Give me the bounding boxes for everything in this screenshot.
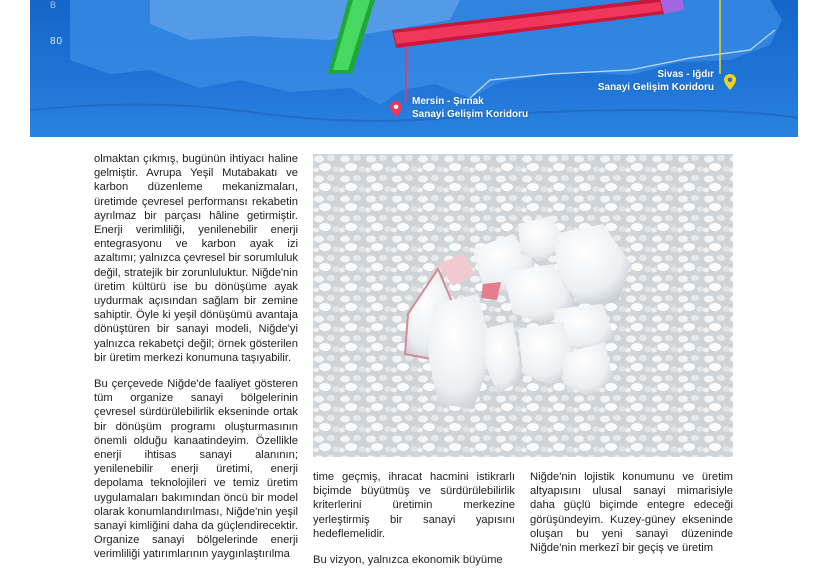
paragraph: Bu vizyon, yalnızca ekonomik büyüme [313,554,503,567]
text-column-1 [94,152,298,574]
side-label: B [50,0,57,10]
marble-rocks-photo [313,154,733,457]
text-column-3 [530,470,733,567]
paragraph: Niğde'nin lojistik konumunu ve üretim altyapısını ulusal sanayi mimarisiyle daha güçlü biçimde entegre edeceği görüşündeyim. Kuzey-güney ekseninde oluşan bu yeni sanayi düzeninde Niğde'nin merkezî bir geçiş ve üretim [530,471,733,555]
route-title: Sivas - Iğdır [657,69,714,80]
yellow-location-pin-icon [724,74,736,90]
paragraph: time geçmiş, ihracat hacmini istikrarlı biçimde büyütmüş ve sürdürülebilirlik kriterlerini üretimin merkezine yerleştirmiş bir sanayi yapısını hedeflemelidir. [313,471,515,540]
rocks-illustration [313,154,733,457]
paragraph: olmaktan çıkmış, bugünün ihtiyacı haline gelmiştir. Avrupa Yeşil Mutabakatı ve karbon düzenleme mekanizmaları, üretimde çevresel performansı rekabetin ayrılmaz bir parçası hâline getirmiştir. Enerji verimliliği, yenilenebilir enerji entegrasyonu ve karbon ayak izi azaltımı; yalnızca çevresel bir sorumluluk değil, stratejik bir zorunluluktur. Niğde'nin üretim kültürü ise bu dönüşüme ayak uydurmak açısından sağlam bir zemine sahiptir. Öyle ki yeşil dönüşümü avantaja dönüştüren bir sanayi modeli, Niğde'yi yalnızca rekabetçi değil; örnek gösterilen bir üretim merkezi konumuna taşıyabilir. [94,153,298,364]
sivas-igdir-route-label [590,68,714,94]
route-subtitle: Sanayi Gelişim Koridoru [597,82,714,93]
map-banner [30,0,798,137]
route-title: Mersin - Şırnak [412,96,484,107]
route-subtitle: Sanayi Gelişim Koridoru [412,109,529,120]
page-number: 80 [50,36,64,47]
text-column-2 [313,470,515,579]
mersin-sirnak-route-label [412,95,528,121]
red-location-pin-icon [390,101,402,117]
paragraph: Bu çerçevede Niğde'de faaliyet gösteren tüm organize sanayi bölgelerinin çevresel sürdürülebilirlik ekseninde ortak bir dönüşüm programı oluşturmasının önemli olduğu kanaatindeyim. Özellikle enerji ihtisas sanayi alanının; yenilenebilir enerji üretimi, enerji depolama teknolojileri ve temiz üretim uygulamaları bakımından öncü bir model olarak konumlandırılması, Niğde'nin yeşil sanayi kimliğini daha da güçlendirecektir. Organize sanayi bölgelerinde enerji verimliliği yatırımlarının yaygınlaştırılma [94,378,298,561]
